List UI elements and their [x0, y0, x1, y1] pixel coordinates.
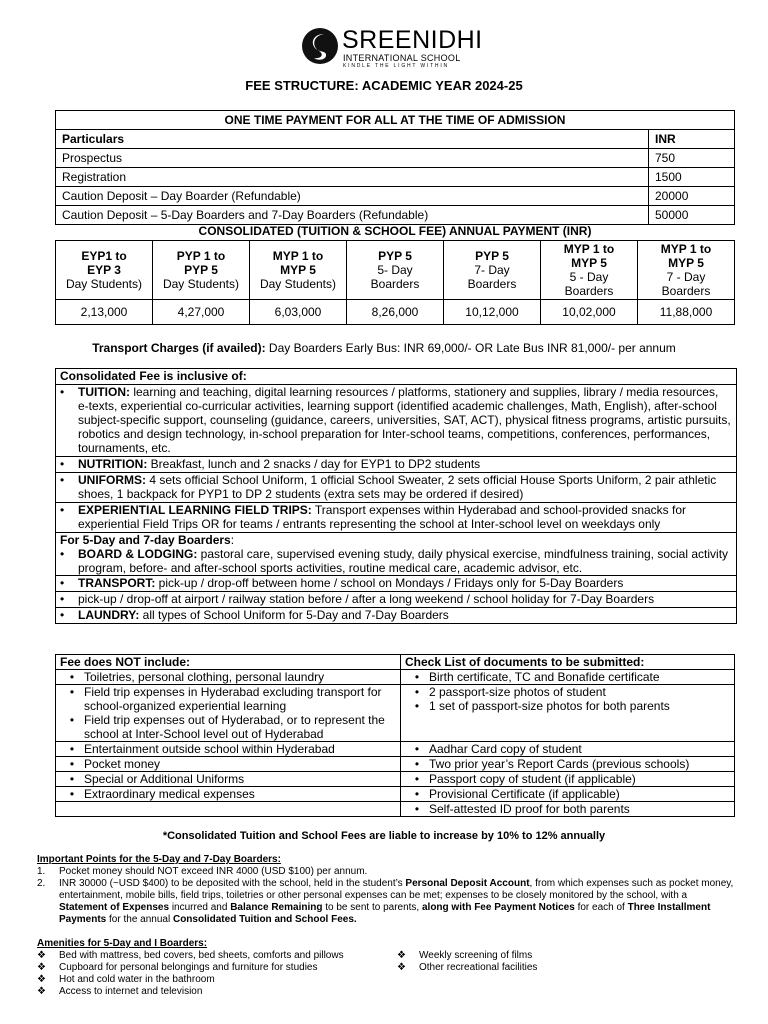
- diamond-bullet-icon: ❖: [397, 962, 406, 973]
- list-item: • UNIFORMS: 4 sets official School Uniform, 1 official School Sweater, 2 sets official House Sports Uniform, 2 pair athletic shoes, 1 backpack for PYP1 to DP 2 students (extra sets may be ordered if desired): [56, 473, 736, 503]
- exclusion-cell: • Special or Additional Uniforms: [56, 772, 401, 787]
- list-item: ❖ Other recreational facilities: [397, 962, 538, 973]
- table-row: [56, 111, 735, 130]
- list-item: ❖ Access to internet and television: [37, 986, 203, 997]
- checklist-cell: • Passport copy of student (if applicable): [401, 772, 735, 787]
- table-row: [56, 241, 735, 300]
- table-row: [56, 685, 735, 742]
- fee-amount: 4,27,000: [153, 300, 250, 325]
- list-item: ❖ Hot and cold water in the bathroom: [37, 974, 215, 985]
- fee-amount: 6,03,000: [250, 300, 347, 325]
- list-item: • TUITION: learning and teaching, digital learning resources / platforms, stationery and supplies, library / media resources, e-texts, experiential co-curricular activities, learning support (identified academic challenges, Math, English), after-school subject-specific support, counseling (guidance, careers, universities, SAT, ACT), physical fitness programs, artistic pursuits, robotics and design technology, in-school preparation for Inter-school teams, competitions, conferences, performances, tournaments, etc.: [56, 385, 736, 457]
- particular-label: Caution Deposit – Day Boarder (Refundable): [56, 187, 649, 206]
- footnote: *Consolidated Tuition and School Fees are liable to increase by 10% to 12% annually: [162, 830, 606, 842]
- important-points: [37, 854, 737, 926]
- logo-tagline: KINDLE THE LIGHT WITHIN: [343, 63, 449, 69]
- fee-amount: 2,13,000: [56, 300, 153, 325]
- list-item: • EXPERIENTIAL LEARNING FIELD TRIPS: Transport expenses within Hyderabad and school-provided snacks for experiential Field Trips OR for teams / entrants representing the school at Inter-school level on weekdays only: [56, 503, 736, 533]
- bullet-icon: •: [69, 757, 75, 771]
- bullet-icon: •: [414, 772, 420, 786]
- table-row: [56, 670, 735, 685]
- fee-amount: 10,02,000: [541, 300, 638, 325]
- exclusion-cell: • Extraordinary medical expenses: [56, 787, 401, 802]
- bullet-icon: •: [414, 757, 420, 771]
- particular-amount: 750: [649, 149, 735, 168]
- particular-label: Registration: [56, 168, 649, 187]
- grade-column-header: MYP 1 to MYP 5 Day Students): [250, 241, 347, 300]
- bullet-icon: •: [414, 787, 420, 801]
- consolidated-fee-table: [55, 240, 735, 325]
- list-item: ❖ Cupboard for personal belongings and furniture for studies: [37, 962, 318, 973]
- list-item: 2. INR 30000 (~USD $400) to be deposited with the school, held in the student’s Personal Deposit Account, from which expenses such as pocket money, entertainment, mobile bills, field trips, toiletries or other personal expenses can be met; expenses to be closely monitored by the school, with a Statement of Expenses incurred and Balance Remaining to be sent to parents, along with Fee Payment Notices for each of Three Installment Payments for the annual Consolidated Tuition and School Fees.: [37, 878, 734, 925]
- list-item: 1. Pocket money should NOT exceed INR 4000 (USD $100) per annum.: [37, 866, 368, 877]
- exclusions-checklist-table: [55, 654, 735, 817]
- bullet-icon: •: [414, 802, 420, 816]
- list-item: ❖ Weekly screening of films: [397, 950, 533, 961]
- table-row: [56, 130, 735, 149]
- school-emblem-icon: [300, 26, 340, 66]
- table-row: [56, 742, 735, 757]
- fee-amount: 10,12,000: [444, 300, 541, 325]
- table-row: [56, 757, 735, 772]
- list-item: • NUTRITION: Breakfast, lunch and 2 snacks / day for EYP1 to DP2 students: [56, 457, 736, 473]
- bullet-icon: •: [60, 608, 65, 622]
- fee-amount: 8,26,000: [347, 300, 444, 325]
- grade-column-header: PYP 5 7- Day Boarders: [444, 241, 541, 300]
- exclusion-cell: • Pocket money: [56, 757, 401, 772]
- table-row: [56, 206, 735, 225]
- inclusive-heading: Consolidated Fee is inclusive of:: [56, 369, 736, 385]
- logo-subtitle: INTERNATIONAL SCHOOL: [343, 53, 461, 63]
- bullet-icon: •: [69, 742, 75, 756]
- diamond-bullet-icon: ❖: [37, 950, 46, 961]
- important-heading: Important Points for the 5-Day and 7-Day Boarders:: [37, 854, 281, 865]
- bullet-icon: •: [414, 742, 420, 756]
- exclusion-cell: • Toiletries, personal clothing, personal laundry: [56, 670, 401, 685]
- list-item: • BOARD & LODGING: pastoral care, supervised evening study, daily physical exercise, mindfulness training, social activity program, before- and after-school sports activities, routine medical care, academic advisor, etc.: [60, 547, 729, 575]
- table-row: [56, 772, 735, 787]
- checklist-cell: • 2 passport-size photos of student • 1 set of passport-size photos for both parents: [401, 685, 735, 742]
- particular-amount: 20000: [649, 187, 735, 206]
- table-row: [56, 787, 735, 802]
- bullet-icon: •: [414, 699, 420, 713]
- list-item: • LAUNDRY: all types of School Uniform for 5-Day and 7-Day Boarders: [60, 608, 449, 622]
- grade-column-header: PYP 5 5- Day Boarders: [347, 241, 444, 300]
- checklist-heading: Check List of documents to be submitted:: [401, 655, 735, 670]
- bullet-icon: •: [60, 503, 65, 517]
- fee-amount: 11,88,000: [638, 300, 735, 325]
- page-title: FEE STRUCTURE: ACADEMIC YEAR 2024-25: [245, 78, 523, 93]
- bullet-icon: •: [69, 713, 75, 727]
- bullet-icon: •: [69, 670, 75, 684]
- bullet-icon: •: [69, 787, 75, 801]
- bullet-icon: •: [60, 592, 65, 606]
- grade-column-header: EYP1 to EYP 3 Day Students): [56, 241, 153, 300]
- consolidated-heading: CONSOLIDATED (TUITION & SCHOOL FEE) ANNUAL PAYMENT (INR): [198, 224, 592, 238]
- table-row: [56, 655, 735, 670]
- checklist-cell: • Birth certificate, TC and Bonafide certificate: [401, 670, 735, 685]
- particular-label: Prospectus: [56, 149, 649, 168]
- checklist-cell: • Two prior year’s Report Cards (previous schools): [401, 757, 735, 772]
- diamond-bullet-icon: ❖: [37, 986, 46, 997]
- particular-label: Caution Deposit – 5-Day Boarders and 7-Day Boarders (Refundable): [56, 206, 649, 225]
- exclusion-cell: • Entertainment outside school within Hyderabad: [56, 742, 401, 757]
- amenities-heading: Amenities for 5-Day and I Boarders:: [37, 938, 208, 949]
- one-time-heading: ONE TIME PAYMENT FOR ALL AT THE TIME OF ADMISSION: [56, 111, 735, 130]
- diamond-bullet-icon: ❖: [37, 974, 46, 985]
- exclusions-heading: Fee does NOT include:: [56, 655, 401, 670]
- table-row: [56, 168, 735, 187]
- particular-amount: 1500: [649, 168, 735, 187]
- amenities: [37, 938, 737, 998]
- table-row: [56, 149, 735, 168]
- grade-column-header: MYP 1 to MYP 5 7 - Day Boarders: [638, 241, 735, 300]
- grade-column-header: MYP 1 to MYP 5 5 - Day Boarders: [541, 241, 638, 300]
- bullet-icon: •: [69, 685, 75, 699]
- one-time-payment-table: [55, 110, 735, 225]
- column-header-particulars: Particulars: [56, 130, 649, 149]
- checklist-cell: • Provisional Certificate (if applicable): [401, 787, 735, 802]
- exclusion-cell: [56, 802, 401, 817]
- inclusive-fee-box: [55, 368, 737, 624]
- grade-column-header: PYP 1 to PYP 5 Day Students): [153, 241, 250, 300]
- checklist-cell: • Self-attested ID proof for both parents: [401, 802, 735, 817]
- checklist-cell: • Aadhar Card copy of student: [401, 742, 735, 757]
- table-row: [56, 802, 735, 817]
- list-item: • TRANSPORT: pick-up / drop-off between home / school on Mondays / Fridays only for 5-Day Boarders: [56, 576, 736, 592]
- exclusion-cell: • Field trip expenses in Hyderabad excluding transport for school-organized experiential learning • Field trip expenses out of Hyderabad, or to represent the school at Inter-School level out of Hyderabad: [56, 685, 401, 742]
- bullet-icon: •: [60, 576, 65, 590]
- boarders-section: [56, 533, 736, 576]
- boarders-heading: For 5-Day and 7-day Boarders:: [60, 533, 235, 547]
- diamond-bullet-icon: ❖: [397, 950, 406, 961]
- bullet-icon: •: [60, 457, 65, 471]
- list-item: • pick-up / drop-off at airport / railway station before / after a long weekend / school holiday for 7-Day Boarders: [56, 592, 736, 608]
- table-row: [56, 187, 735, 206]
- school-logo: [300, 24, 483, 69]
- bullet-icon: •: [414, 670, 420, 684]
- logo-name: SREENIDHI: [342, 26, 483, 54]
- diamond-bullet-icon: ❖: [37, 962, 46, 973]
- bullet-icon: •: [69, 772, 75, 786]
- particular-amount: 50000: [649, 206, 735, 225]
- bullet-icon: •: [414, 685, 420, 699]
- transport-charges: Transport Charges (if availed): Day Boarders Early Bus: INR 69,000/- OR Late Bus INR 81,000/- per annum: [92, 341, 676, 355]
- bullet-icon: •: [60, 547, 65, 561]
- list-item: ❖ Bed with mattress, bed covers, bed sheets, comforts and pillows: [37, 950, 344, 961]
- table-row: [56, 300, 735, 325]
- bullet-icon: •: [60, 385, 65, 399]
- column-header-inr: INR: [649, 130, 735, 149]
- bullet-icon: •: [60, 473, 65, 487]
